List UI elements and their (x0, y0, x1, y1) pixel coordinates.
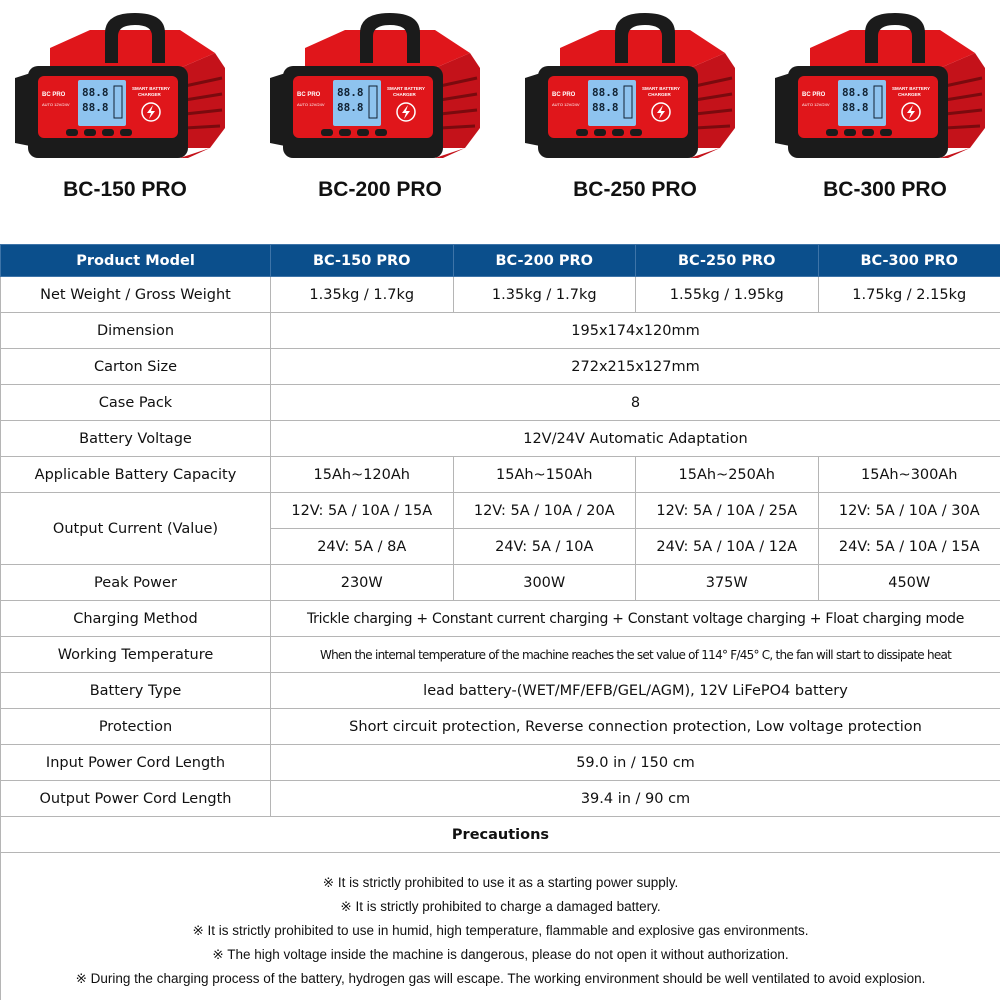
row-label: Working Temperature (1, 637, 271, 673)
row-label: Carton Size (1, 349, 271, 385)
precaution-item: ※ It is strictly prohibited to charge a damaged battery. (340, 898, 661, 914)
cell-value: 1.55kg / 1.95kg (636, 277, 819, 313)
precaution-item: ※ It is strictly prohibited to use it as a starting power supply. (322, 874, 679, 890)
cell-value: 1.35kg / 1.7kg (271, 277, 454, 313)
header-model: BC-150 PRO (271, 245, 454, 277)
cell-value: 1.35kg / 1.7kg (453, 277, 636, 313)
product-card (255, 0, 505, 230)
cell-value: 12V: 5A / 10A / 20A (453, 493, 636, 529)
table-row-working-temperature (1, 637, 1000, 673)
cell-value: 12V: 5A / 10A / 25A (636, 493, 819, 529)
cell-value: 15Ah~120Ah (271, 457, 454, 493)
table-row-precautions (1, 853, 1000, 1000)
product-model-name: BC-200 PRO (318, 178, 442, 201)
cell-value: 12V: 5A / 10A / 30A (818, 493, 1000, 529)
table-row-charging-method (1, 601, 1000, 637)
cell-value: 195x174x120mm (271, 313, 1000, 349)
table-row-battery-voltage (1, 421, 1000, 457)
row-label: Applicable Battery Capacity (1, 457, 271, 493)
cell-value: Trickle charging + Constant current charging + Constant voltage charging + Float charging mode (271, 601, 1000, 637)
table-row-peak-power (1, 565, 1000, 601)
product-model-name: BC-150 PRO (63, 178, 187, 201)
table-row-capacity (1, 457, 1000, 493)
product-card (510, 0, 760, 230)
cell-value: 24V: 5A / 10A (453, 529, 636, 565)
battery-charger-image (770, 8, 990, 168)
cell-value: When the internal temperature of the machine reaches the set value of 114° F/45° C, the fan will start to dissipate heat (271, 637, 1000, 673)
cell-value: 24V: 5A / 10A / 12A (636, 529, 819, 565)
row-label: Input Power Cord Length (1, 745, 271, 781)
cell-value: 272x215x127mm (271, 349, 1000, 385)
row-label: Charging Method (1, 601, 271, 637)
cell-value: 59.0 in / 150 cm (271, 745, 1000, 781)
table-row-output-cord (1, 781, 1000, 817)
cell-value: 300W (453, 565, 636, 601)
cell-value: 230W (271, 565, 454, 601)
cell-value: Short circuit protection, Reverse connection protection, Low voltage protection (271, 709, 1000, 745)
table-row-output-current-12v (1, 493, 1000, 529)
cell-value: 450W (818, 565, 1000, 601)
product-gallery (0, 0, 1000, 230)
table-row-carton-size (1, 349, 1000, 385)
table-header-row (1, 245, 1000, 277)
precautions-list (1, 853, 1000, 1000)
specification-table (0, 244, 1000, 1000)
precaution-item: ※ During the charging process of the battery, hydrogen gas will escape. The working environment should be well ventilated to avoid explosion. (75, 970, 926, 986)
cell-value: 15Ah~250Ah (636, 457, 819, 493)
battery-charger-image (10, 8, 230, 168)
row-label: Dimension (1, 313, 271, 349)
row-label: Battery Type (1, 673, 271, 709)
product-card (0, 0, 250, 230)
precaution-item: ※ The high voltage inside the machine is dangerous, please do not open it without authorization. (212, 946, 789, 962)
header-model: BC-200 PRO (453, 245, 636, 277)
row-label: Output Current (Value) (1, 493, 271, 565)
cell-value: 15Ah~150Ah (453, 457, 636, 493)
row-label: Battery Voltage (1, 421, 271, 457)
precaution-item: ※ It is strictly prohibited to use in humid, high temperature, flammable and explosive gas environments. (192, 922, 809, 938)
cell-value: 15Ah~300Ah (818, 457, 1000, 493)
table-row-case-pack (1, 385, 1000, 421)
table-row-battery-type (1, 673, 1000, 709)
cell-value: lead battery-(WET/MF/EFB/GEL/AGM), 12V LiFePO4 battery (271, 673, 1000, 709)
battery-charger-image (520, 8, 740, 168)
cell-value: 24V: 5A / 8A (271, 529, 454, 565)
cell-value: 39.4 in / 90 cm (271, 781, 1000, 817)
row-label: Output Power Cord Length (1, 781, 271, 817)
row-label: Peak Power (1, 565, 271, 601)
header-product-model: Product Model (1, 245, 271, 277)
table-row-dimension (1, 313, 1000, 349)
row-label: Net Weight / Gross Weight (1, 277, 271, 313)
battery-charger-image (265, 8, 485, 168)
cell-value: 375W (636, 565, 819, 601)
cell-value: 12V/24V Automatic Adaptation (271, 421, 1000, 457)
table-row-precautions-title (1, 817, 1000, 853)
precautions-title: Precautions (1, 817, 1000, 853)
cell-value: 1.75kg / 2.15kg (818, 277, 1000, 313)
cell-value: 12V: 5A / 10A / 15A (271, 493, 454, 529)
cell-value: 24V: 5A / 10A / 15A (818, 529, 1000, 565)
table-row-input-cord (1, 745, 1000, 781)
header-model: BC-250 PRO (636, 245, 819, 277)
row-label: Protection (1, 709, 271, 745)
product-card (760, 0, 1000, 230)
row-label: Case Pack (1, 385, 271, 421)
table-row-weight (1, 277, 1000, 313)
header-model: BC-300 PRO (818, 245, 1000, 277)
table-row-protection (1, 709, 1000, 745)
product-model-name: BC-250 PRO (573, 178, 697, 201)
product-model-name: BC-300 PRO (823, 178, 947, 201)
cell-value: 8 (271, 385, 1000, 421)
